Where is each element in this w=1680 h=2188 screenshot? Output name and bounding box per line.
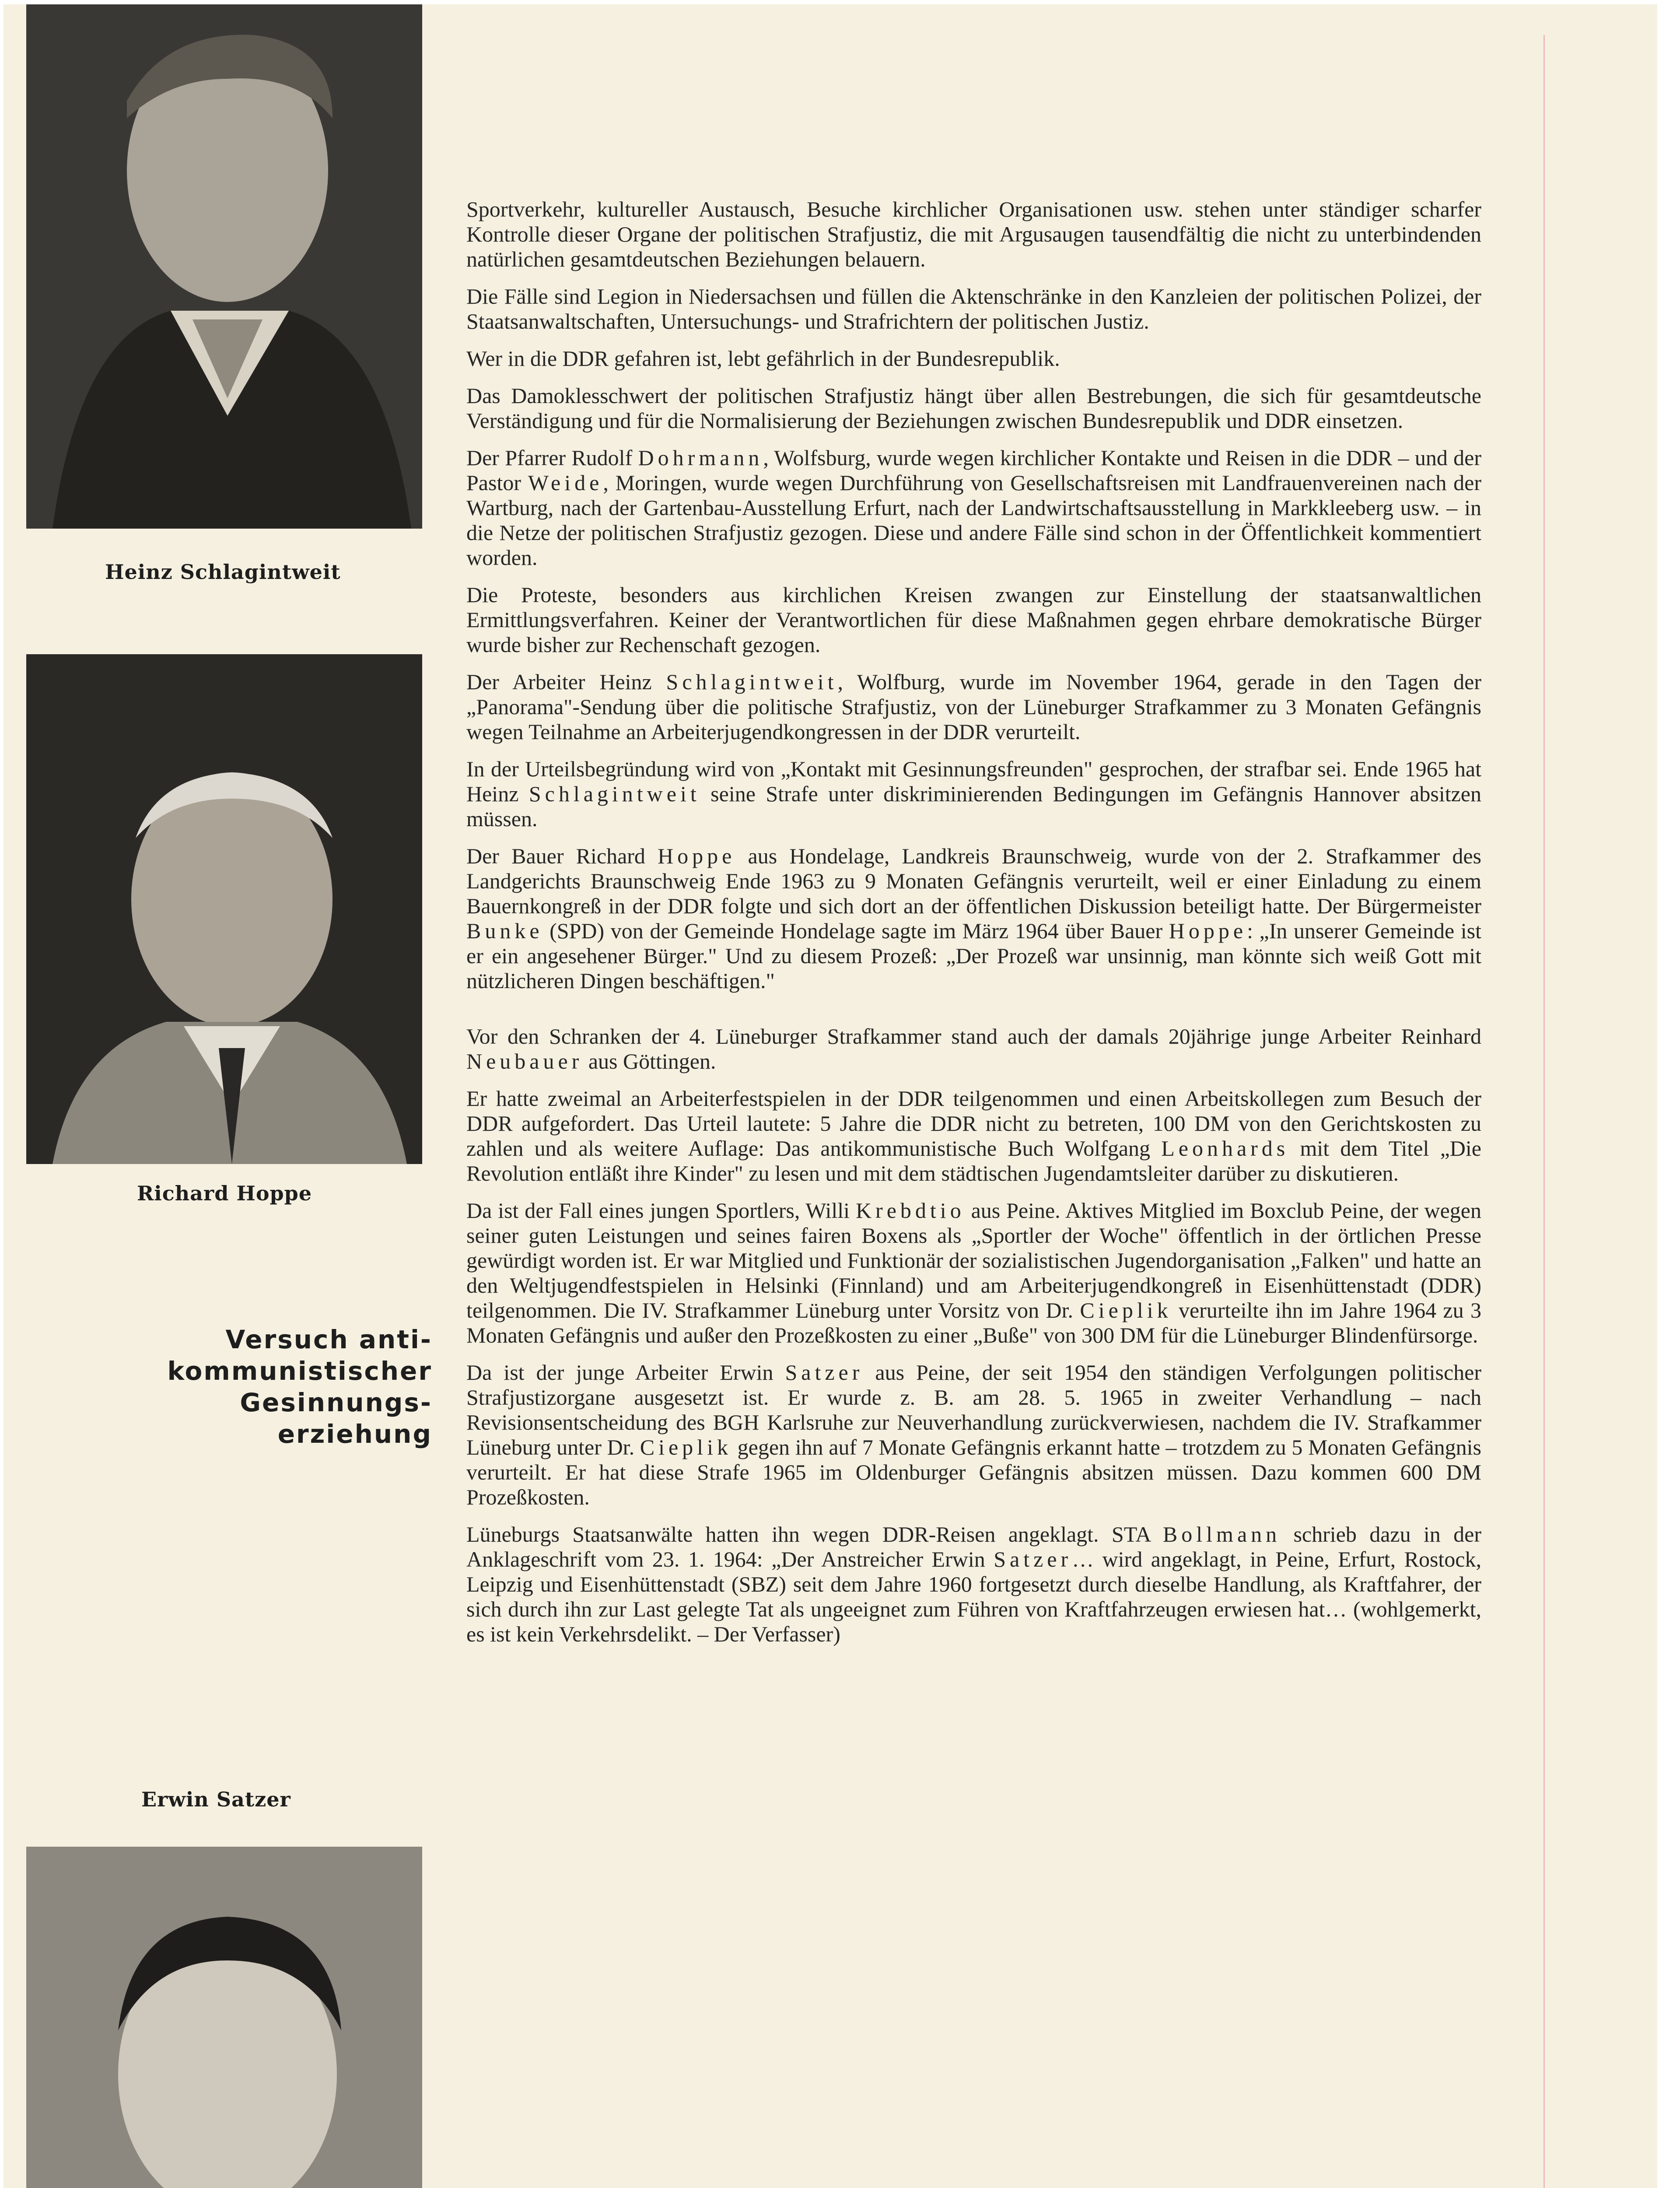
text-run: gegen ihn auf 7 Monate Gefängnis erkannt hatte – trotzdem zu 5 Monaten Gefängnis verurteilt. Er hat diese Strafe 1965 im Oldenburger Gefängnis absitzen müssen. Dazu kommen 600 DM Prozeßkosten. — [466, 1435, 1481, 1509]
section-heading-line: Versuch anti- — [225, 1325, 432, 1354]
spaced-name: Satzer — [994, 1547, 1072, 1571]
photo-caption-schlagintweit: Heinz Schlagintweit — [105, 560, 341, 584]
paragraph: Wer in die DDR gefahren ist, lebt gefährlich in der Bundesrepublik. — [466, 346, 1060, 371]
text-run: … wird angeklagt, in Peine, Erfurt, Rostock, Leipzig und Eisenhüttenstadt (SBZ) seit dem Jahre 1960 fortgesetzt durch dieselbe Handlung, als Kraftfahrer, der sich durch ihn zur Last gelegte Tat als ungeeignet zum Führen von Kraftfahrzeugen erwiesen hat… (wohlgemerkt, es ist kein Verkehrsdelikt. – Der Verfasser) — [466, 1547, 1481, 1646]
portrait-graphic — [26, 654, 422, 1164]
text-run: , Wolfsburg, wurde wegen kirchlicher Kontakte und Reisen in die DDR – und der Pastor — [466, 445, 1481, 495]
portrait-photo-hoppe — [26, 654, 422, 1164]
paragraph — [466, 1086, 1481, 1186]
text-run: schrieb dazu in der Anklageschrift vom 23. 1. 1964: „Der Anstreicher Erwin — [466, 1522, 1481, 1571]
text-run: aus Peine. Aktives Mitglied im Boxclub Peine, der wegen seiner guten Leistungen und seines fairen Boxens als „Sportler der Woche" öffentlich in der örtlichen Presse gewürdigt worden ist. Er war Mitglied und Funktionär der sozialistischen Jugendorganisation „Falken" und hatte an den Weltjugendfestspielen in Helsinki (Finnland) und am Arbeiterjugendkongreß in Eisenhüttenstadt (DDR) teilgenommen. Die IV. Strafkammer Lüneburg unter Vorsitz von Dr. — [466, 1198, 1481, 1322]
paragraph — [466, 1360, 1481, 1510]
spaced-name: Bollmann — [1162, 1522, 1281, 1546]
paragraph: Die Proteste, besonders aus kirchlichen Kreisen zwangen zur Einstellung der staatsanwaltlichen Ermittlungsverfahren. Keiner der Verantwortlichen für diese Maßnahmen gegen ehrbare demokratische Bürger wurde bisher zur Rechenschaft gezogen. — [466, 582, 1481, 657]
document-page — [4, 4, 1657, 2188]
margin-rule — [1544, 35, 1545, 2188]
spaced-name: Hoppe — [658, 844, 736, 868]
text-run: Vor den Schranken der 4. Lüneburger Strafkammer stand auch der damals 20jährige junge Arbeiter Reinhard — [466, 1024, 1481, 1048]
text-run: Lüneburgs Staatsanwälte hatten ihn wegen DDR-Reisen angeklagt. STA — [466, 1522, 1163, 1546]
spaced-name: Krebdtio — [855, 1198, 965, 1223]
paragraph — [466, 1522, 1481, 1647]
text-run: Der Arbeiter Heinz — [466, 670, 666, 694]
portrait-photo-schlagintweit — [26, 4, 422, 529]
text-run: Er hatte zweimal an Arbeiterfestspielen in der DDR teilgenommen und einen Arbeitskollegen zum Besuch der DDR aufgefordert. Das Urteil lautete: 5 Jahre die DDR nicht zu betreten, 100 DM von den Gerichtskosten zu zahlen und als weitere Auflage: Das antikommunistische Buch Wolfgang — [466, 1086, 1481, 1161]
paragraph — [466, 844, 1481, 993]
portrait-photo-satzer — [26, 1847, 422, 2188]
paragraph — [466, 1024, 1481, 1074]
paragraph: Die Fälle sind Legion in Niedersachsen und füllen die Aktenschränke in den Kanzleien der politischen Polizei, der Staatsanwaltschaften, Untersuchungs- und Strafrichtern der politischen Justiz. — [466, 284, 1481, 333]
text-run: Da ist der Fall eines jungen Sportlers, Willi — [466, 1198, 856, 1223]
text-run: , Moringen, wurde wegen Durchführung von Gesellschaftsreisen mit Landfrauenvereinen nach der Wartburg, nach der Gartenbau-Ausstellung Erfurt, nach der Landwirtschaftsausstellung in Markkleeberg usw. – in die Netze der politischen Strafjustiz gezogen. Diese und andere Fälle sind schon in der Öffentlichkeit kommentiert worden. — [466, 470, 1481, 570]
text-run: aus Göttingen. — [583, 1049, 716, 1073]
text-run: : „In unserer Gemeinde ist er ein angesehener Bürger." Und zu diesem Prozeß: „Der Prozeß war unsinnig, man könnte sich weiß Gott mit nützlicheren Dingen beschäftigen." — [466, 919, 1481, 993]
section-heading-line: erziehung — [277, 1419, 432, 1449]
text-run: Der Pfarrer Rudolf — [466, 445, 638, 470]
text-run: verurteilte ihn im Jahre 1964 zu 3 Monaten Gefängnis und außer den Prozeßkosten zu einer „Buße" von 300 DM für die Lüneburger Blindenfürsorge. — [466, 1298, 1481, 1347]
text-run: (SPD) von der Gemeinde Hondelage sagte im März 1964 über Bauer — [543, 919, 1169, 943]
section-heading-line: kommunistischer — [167, 1356, 432, 1386]
text-run: In der Urteilsbegründung wird von „Kontakt mit Gesinnungsfreunden" gesprochen, der strafbar sei. Ende 1965 hat Heinz — [466, 757, 1481, 806]
text-run: aus Hondelage, Landkreis Braunschweig, wurde von der 2. Strafkammer des Landgerichts Braunschweig Ende 1963 zu 9 Monaten Gefängnis verurteilt, weil er einer Einladung zu einem Bauernkongreß in der DDR folgte und sich dort an der öffentlichen Diskussion beteiligt hatte. Der Bürgermeister — [466, 844, 1481, 918]
article-body — [466, 197, 1481, 1659]
spaced-name: Neubauer — [466, 1049, 583, 1073]
text-run: aus Peine, der seit 1954 den ständigen Verfolgungen politischer Strafjustizorgane ausgesetzt ist. Er wurde z. B. am 28. 5. 1965 in zweiter Verhandlung – nach Revisionsentscheidung des BGH Karlsruhe zur Neuverhandlung zurückverwiesen, nachdem die IV. Strafkammer Lüneburg unter Dr. — [466, 1360, 1481, 1459]
paragraph — [466, 445, 1481, 570]
spaced-name: Schlagintweit — [528, 782, 700, 806]
spaced-name: Weide — [528, 470, 603, 495]
spaced-name: Cieplik — [640, 1435, 732, 1459]
portrait-graphic — [26, 4, 422, 529]
spaced-name: Bunke — [466, 919, 543, 943]
paragraph — [466, 1198, 1481, 1348]
portrait-graphic — [26, 1847, 422, 2188]
spaced-name: Hoppe — [1169, 919, 1247, 943]
text-run: Der Bauer Richard — [466, 844, 658, 868]
spaced-name: Schlagintweit — [666, 670, 838, 694]
text-run: mit dem Titel „Die Revolution entläßt ihre Kinder" zu lesen und mit dem städtischen Jugendamtsleiter darüber zu diskutieren. — [466, 1136, 1481, 1185]
section-heading — [135, 1324, 432, 1450]
paragraph — [466, 670, 1481, 744]
text-run: Da ist der junge Arbeiter Erwin — [466, 1360, 785, 1385]
photo-caption-hoppe: Richard Hoppe — [137, 1182, 312, 1205]
paragraph: Sportverkehr, kultureller Austausch, Besuche kirchlicher Organisationen usw. stehen unter ständiger scharfer Kontrolle dieser Organe der politischen Strafjustiz, die mit Argusaugen tausendfältig die nicht zu unterbindenden natürlichen gesamtdeutschen Beziehungen belauern. — [466, 197, 1481, 271]
text-run: seine Strafe unter diskriminierenden Bedingungen im Gefängnis Hannover absitzen müssen. — [466, 782, 1482, 831]
spaced-name: Cieplik — [1080, 1298, 1172, 1322]
spaced-name: Dohrmann — [638, 445, 763, 470]
spaced-name: Satzer — [785, 1360, 864, 1385]
spaced-name: Leonhards — [1161, 1136, 1289, 1161]
text-run: , Wolfburg, wurde im November 1964, gerade in den Tagen der „Panorama"-Sendung über die politische Strafjustiz, von der Lüneburger Strafkammer zu 3 Monaten Gefängnis wegen Teilnahme an Arbeiterjugendkongressen in der DDR verurteilt. — [466, 670, 1481, 744]
photo-caption-satzer: Erwin Satzer — [141, 1788, 291, 1811]
paragraph — [466, 757, 1481, 831]
section-heading-line: Gesinnungs- — [240, 1388, 432, 1417]
paragraph: Das Damoklesschwert der politischen Strafjustiz hängt über allen Bestrebungen, die sich für gesamtdeutsche Verständigung und für die Normalisierung der Beziehungen zwischen Bundesrepublik und DDR einsetzen. — [466, 383, 1481, 433]
